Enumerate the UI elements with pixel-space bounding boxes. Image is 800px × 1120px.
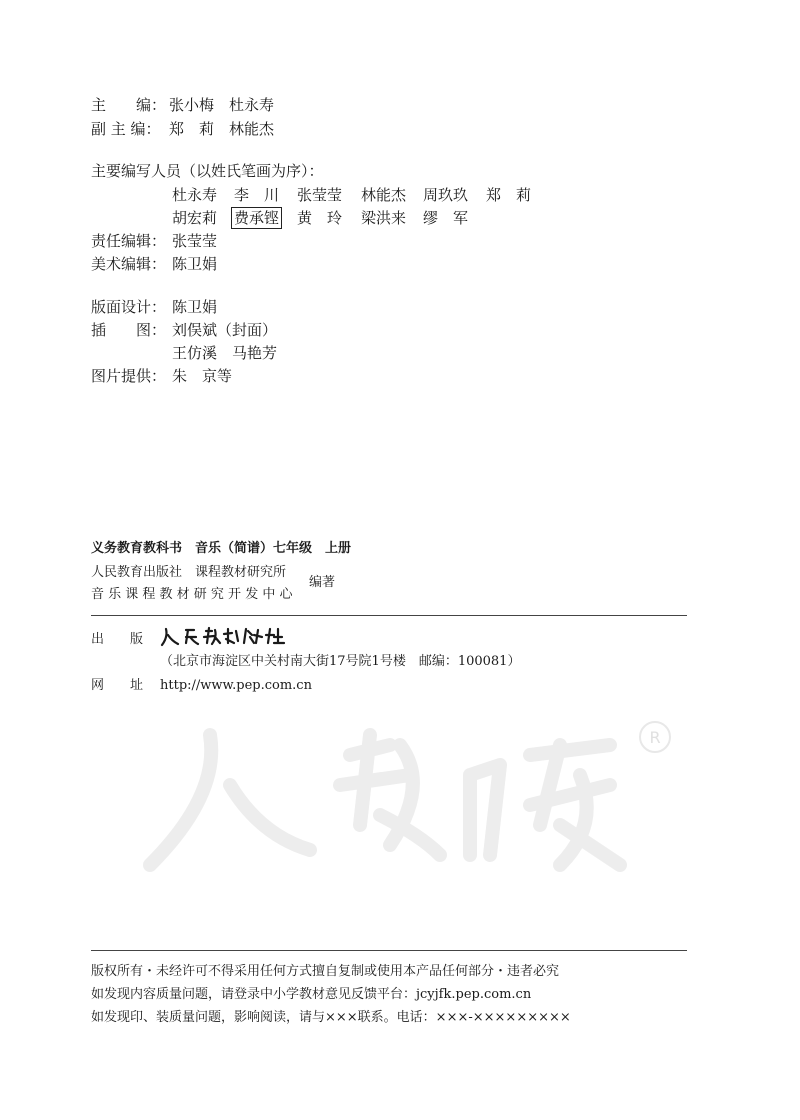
publisher-label: 出 版 bbox=[91, 632, 144, 647]
website-link[interactable]: http://www.pep.com.cn bbox=[160, 678, 312, 693]
layout-designer: 陈卫娟 bbox=[172, 298, 218, 316]
responsible-editor: 张莹莹 bbox=[172, 232, 218, 250]
writer-name-boxed: 费承铿 bbox=[231, 207, 282, 229]
publisher-address: （北京市海淀区中关村南大街17号院1号楼 邮编：100081） bbox=[160, 654, 521, 669]
watermark-logo bbox=[140, 715, 700, 885]
divider-bottom bbox=[91, 950, 687, 951]
photo-provider: 朱 京等 bbox=[172, 367, 233, 385]
publisher-line-2: 音 乐 课 程 教 材 研 究 开 发 中 心 bbox=[91, 587, 293, 602]
writer-name: 郑 莉 bbox=[486, 186, 532, 204]
writer-name: 李 川 bbox=[234, 186, 280, 204]
website-label: 网 址 bbox=[91, 678, 144, 693]
watermark-svg bbox=[140, 715, 700, 885]
writer-name: 林能杰 bbox=[361, 186, 407, 204]
writer-name: 张莹莹 bbox=[297, 186, 343, 204]
publisher-logo-svg bbox=[160, 625, 290, 649]
svg-text:R: R bbox=[649, 728, 661, 747]
writer-name: 杜永寿 bbox=[172, 186, 218, 204]
writer-name: 周玖玖 bbox=[423, 186, 469, 204]
writer-name: 缪 军 bbox=[423, 209, 469, 227]
responsible-editor-label: 责任编辑： bbox=[91, 232, 167, 250]
chief-editor-label: 主 编： bbox=[91, 96, 167, 114]
copyright-notice: 版权所有・未经许可不得采用任何方式擅自复制或使用本产品任何部分・违者必究 bbox=[91, 964, 560, 979]
book-title: 义务教育教科书 音乐（简谱）七年级 上册 bbox=[91, 541, 352, 556]
writer-name: 黄 玲 bbox=[297, 209, 343, 227]
writer-name: 胡宏莉 bbox=[172, 209, 218, 227]
publisher-logo bbox=[160, 625, 290, 649]
writers-label: 主要编写人员（以姓氏笔画为序）： bbox=[91, 162, 324, 180]
deputy-editor-label: 副 主 编： bbox=[91, 120, 161, 138]
photo-provider-label: 图片提供： bbox=[91, 367, 167, 385]
layout-designer-label: 版面设计： bbox=[91, 298, 167, 316]
illustrator: 刘俣斌（封面） bbox=[172, 321, 278, 339]
divider-top bbox=[91, 615, 687, 616]
art-editor: 陈卫娟 bbox=[172, 255, 218, 273]
illustration-label: 插 图： bbox=[91, 321, 167, 339]
deputy-editors: 郑 莉 林能杰 bbox=[169, 120, 275, 138]
compiled-label: 编著 bbox=[309, 575, 336, 590]
quality-notice: 如发现印、装质量问题，影响阅读，请与×××联系。电话：×××-××××××××× bbox=[91, 1010, 571, 1025]
illustrator: 王仿溪 马艳芳 bbox=[172, 344, 278, 362]
art-editor-label: 美术编辑： bbox=[91, 255, 167, 273]
publisher-line-1: 人民教育出版社 课程教材研究所 bbox=[91, 565, 287, 580]
writer-name: 梁洪来 bbox=[361, 209, 407, 227]
chief-editors: 张小梅 杜永寿 bbox=[169, 96, 275, 114]
feedback-notice: 如发现内容质量问题，请登录中小学教材意见反馈平台：jcyjfk.pep.com.cn bbox=[91, 987, 532, 1002]
